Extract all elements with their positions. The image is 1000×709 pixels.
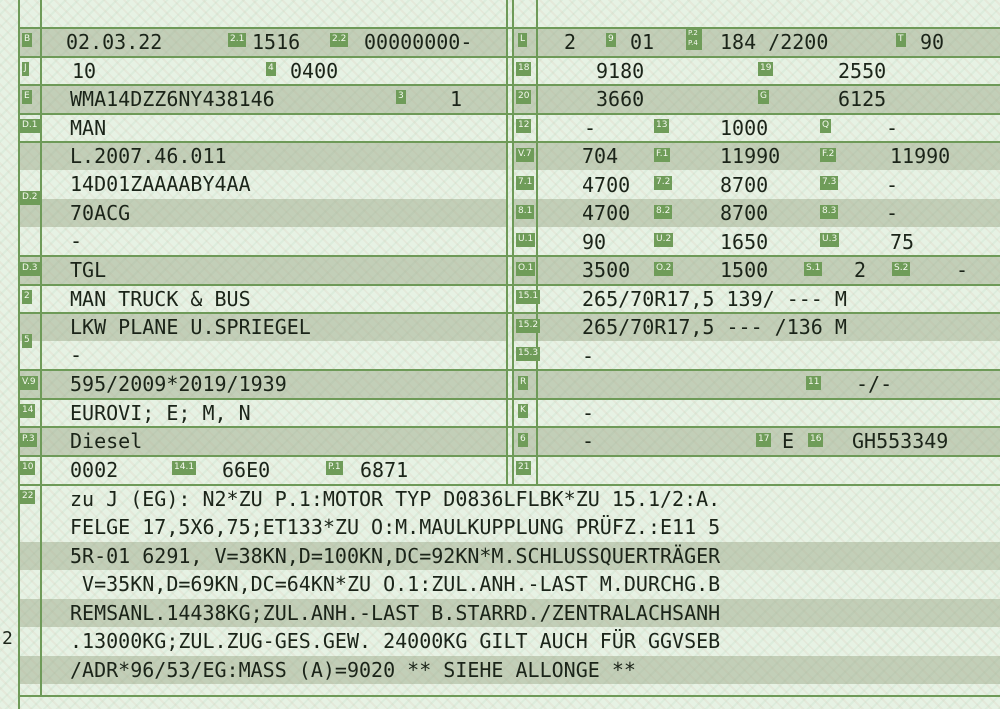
code-14-1: 14.1 bbox=[172, 461, 196, 475]
code-8-2: 8.2 bbox=[654, 205, 672, 219]
code-2-2: 2.2 bbox=[330, 33, 348, 47]
fuel-type: Diesel bbox=[70, 429, 143, 453]
certificate-number: GH553349 bbox=[852, 429, 949, 453]
code-p3: P.3 bbox=[20, 433, 37, 447]
code-18: 18 bbox=[516, 62, 531, 76]
version-line: 70ACG bbox=[70, 201, 131, 225]
emission-class: 595/2009*2019/1939 bbox=[70, 372, 287, 396]
width: 2550 bbox=[838, 59, 887, 83]
vin: WMA14DZZ6NY438146 bbox=[70, 87, 275, 111]
code-22: 22 bbox=[20, 490, 35, 504]
axle-load-2: 8700 bbox=[720, 173, 769, 197]
vehicle-class: 10 bbox=[72, 59, 97, 83]
code-emission: 0002 bbox=[70, 458, 119, 482]
code-u2: U.2 bbox=[654, 233, 673, 247]
code-q: Q bbox=[820, 119, 831, 133]
code-19: 19 bbox=[758, 62, 773, 76]
code-s2: S.2 bbox=[892, 262, 910, 276]
code-9: 9 bbox=[606, 33, 616, 47]
code-2: 2 bbox=[22, 290, 32, 304]
operating-permit: E bbox=[782, 429, 795, 453]
rule bbox=[18, 113, 1000, 115]
code-j: J bbox=[22, 62, 29, 76]
code-4: 4 bbox=[266, 62, 276, 76]
rule bbox=[18, 455, 1000, 457]
side-mark: 2 bbox=[2, 628, 13, 649]
code-21: 21 bbox=[516, 461, 531, 475]
code-f2: F.2 bbox=[820, 148, 836, 162]
code-e: E bbox=[22, 90, 32, 104]
trade-name: TGL bbox=[70, 258, 107, 282]
code-p1: P.1 bbox=[326, 461, 343, 475]
code-8-1: 8.1 bbox=[516, 205, 534, 219]
tank-capacity: - bbox=[584, 116, 597, 140]
d2-extra-line: - bbox=[70, 229, 83, 253]
tyres-axle-2: 265/70R17,5 --- /136 M bbox=[582, 315, 847, 339]
drive-axles: 01 bbox=[630, 30, 655, 54]
remark-line-4: V=35KN,D=69KN,DC=64KN*ZU O.1:ZUL.ANH.-LAST M.DURCHG.B bbox=[70, 572, 721, 596]
max-mass-permissible: 11990 bbox=[890, 144, 951, 168]
emission-designation: EUROVI; E; M, N bbox=[70, 401, 251, 425]
code-10: 10 bbox=[20, 461, 35, 475]
emission-code-14-1: 66E0 bbox=[222, 458, 271, 482]
code-f1: F.1 bbox=[654, 148, 670, 162]
axle-permissible-1: 4700 bbox=[582, 201, 631, 225]
support-load: 1000 bbox=[720, 116, 769, 140]
vin-check-digit: 1 bbox=[450, 87, 463, 111]
axle-load-3: - bbox=[886, 173, 899, 197]
code-11: 11 bbox=[806, 376, 821, 390]
code-p2-p4: P.2 P.4 bbox=[686, 28, 702, 50]
remark-line-2: FELGE 17,5X6,75;ET133*ZU O:M.MAULKUPPLUNG PRÜFZ.:E11 5 bbox=[70, 515, 721, 539]
power-rpm: 184 /2200 bbox=[720, 30, 829, 54]
remark-line-3: 5R-01 6291, V=38KN,D=100KN,DC=92KN*M.SCHLUSSQUERTRÄGER bbox=[70, 544, 721, 568]
code-d3: D.3 bbox=[20, 262, 40, 276]
code-d2: D.2 bbox=[20, 191, 40, 205]
code-2-1: 2.1 bbox=[228, 33, 246, 47]
make: MAN bbox=[70, 116, 107, 140]
remark-line-7: /ADR*96/53/EG:MASS (A)=9020 ** SIEHE ALLONGE ** bbox=[70, 658, 636, 682]
remark-line-1: zu J (EG): N2*ZU P.1:MOTOR TYP D0836LFLBK*ZU 15.1/2:A. bbox=[70, 487, 721, 511]
right-row-20 bbox=[512, 85, 1000, 113]
noise-rpm: 1650 bbox=[720, 230, 769, 254]
code-o2: O.2 bbox=[654, 262, 673, 276]
rule bbox=[40, 0, 42, 695]
body-description: LKW PLANE U.SPRIEGEL bbox=[70, 315, 311, 339]
drive-by-noise: 75 bbox=[890, 230, 915, 254]
rule bbox=[18, 0, 20, 709]
code-b: B bbox=[22, 33, 32, 47]
code-15-1: 15.1 bbox=[516, 290, 540, 304]
max-mass-technical: 11990 bbox=[720, 144, 781, 168]
rule bbox=[18, 27, 1000, 29]
rule bbox=[512, 0, 514, 484]
code-u1: U.1 bbox=[516, 233, 535, 247]
code-8-3: 8.3 bbox=[820, 205, 838, 219]
code-13: 13 bbox=[654, 119, 669, 133]
code-3: 3 bbox=[396, 90, 406, 104]
axle-permissible-2: 8700 bbox=[720, 201, 769, 225]
code-d1: D.1 bbox=[20, 119, 40, 133]
body-description-2: - bbox=[70, 343, 83, 367]
code-o1: O.1 bbox=[516, 262, 535, 276]
length: 9180 bbox=[596, 59, 645, 83]
code-u3: U.3 bbox=[820, 233, 839, 247]
axle-load-1: 4700 bbox=[582, 173, 631, 197]
first-registration-date: 02.03.22 bbox=[66, 30, 163, 54]
rule bbox=[506, 0, 508, 484]
code-17: 17 bbox=[756, 433, 771, 447]
type-key: 00000000- bbox=[364, 30, 473, 54]
code-6: 6 bbox=[518, 433, 528, 447]
rule bbox=[536, 0, 538, 484]
rule bbox=[18, 255, 1000, 257]
code-15-2: 15.2 bbox=[516, 319, 540, 333]
code-g: G bbox=[758, 90, 769, 104]
code-v9: V.9 bbox=[20, 376, 38, 390]
code-15-3: 15.3 bbox=[516, 347, 540, 361]
approval-date: - bbox=[582, 429, 595, 453]
code-s1: S.1 bbox=[804, 262, 822, 276]
code-r: R bbox=[518, 376, 528, 390]
body-type-code: 0400 bbox=[290, 59, 339, 83]
type-approval-number: - bbox=[582, 401, 595, 425]
stationary-noise: 90 bbox=[582, 230, 607, 254]
power-weight: - bbox=[886, 116, 899, 140]
tyres-axle-1: 265/70R17,5 139/ --- M bbox=[582, 287, 847, 311]
mass-in-service: 6125 bbox=[838, 87, 887, 111]
displacement: 6871 bbox=[360, 458, 409, 482]
co2: 704 bbox=[582, 144, 619, 168]
manufacturer-key: 1516 bbox=[252, 30, 301, 54]
code-7-2: 7.2 bbox=[654, 176, 672, 190]
colour-code: -/- bbox=[856, 372, 893, 396]
trailer-load-unbraked: 1500 bbox=[720, 258, 769, 282]
rule bbox=[18, 695, 1000, 697]
height: 3660 bbox=[596, 87, 645, 111]
manufacturer-name: MAN TRUCK & BUS bbox=[70, 287, 251, 311]
code-v7: V.7 bbox=[516, 148, 534, 162]
axle-count: 2 bbox=[564, 30, 577, 54]
max-speed: 90 bbox=[920, 30, 945, 54]
trailer-load-braked: 3500 bbox=[582, 258, 631, 282]
remark-line-6: .13000KG;ZUL.ZUG-GES.GEW. 24000KG GILT AUCH FÜR GGVSEB bbox=[70, 629, 721, 653]
tyres-axle-3: - bbox=[582, 344, 595, 368]
code-l: L bbox=[518, 33, 527, 47]
code-7-1: 7.1 bbox=[516, 176, 534, 190]
type-line: L.2007.46.011 bbox=[70, 144, 227, 168]
code-20: 20 bbox=[516, 90, 531, 104]
seats: 2 bbox=[854, 258, 867, 282]
code-16: 16 bbox=[808, 433, 823, 447]
code-k: K bbox=[518, 404, 528, 418]
remark-line-5: REMSANL.14438KG;ZUL.ANH.-LAST B.STARRD./ZENTRALACHSANH bbox=[70, 601, 721, 625]
standing-places: - bbox=[956, 258, 969, 282]
right-row-r bbox=[512, 370, 1000, 398]
code-14: 14 bbox=[20, 404, 35, 418]
code-5: 5 bbox=[22, 334, 32, 348]
axle-permissible-3: - bbox=[886, 201, 899, 225]
code-7-3: 7.3 bbox=[820, 176, 838, 190]
variant-line: 14D01ZAAAABY4AA bbox=[70, 172, 251, 196]
code-12: 12 bbox=[516, 119, 531, 133]
code-t: T bbox=[896, 33, 906, 47]
